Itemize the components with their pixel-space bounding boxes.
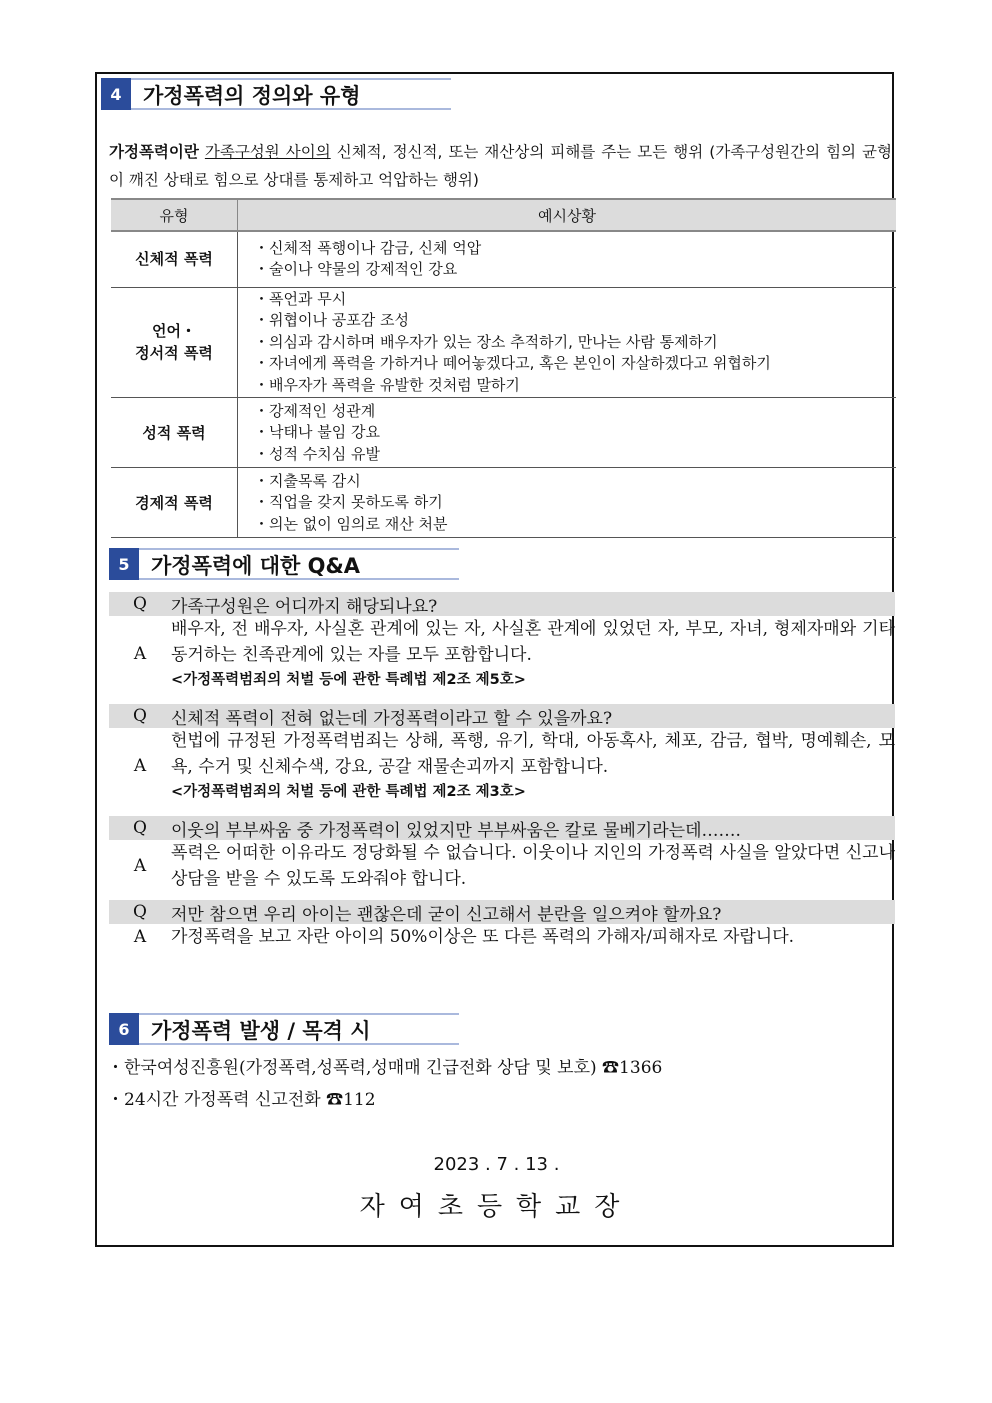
section-4-header <box>101 77 451 111</box>
a-label: A <box>133 644 147 664</box>
example-item: ・직업을 갖지 못하도록 하기 <box>254 493 443 512</box>
issue-date: 2023 . 7 . 13 . <box>433 1154 560 1175</box>
example-item: ・의심과 감시하며 배우자가 있는 장소 추적하기, 만나는 사람 통제하기 <box>254 332 718 351</box>
law-reference: <가정폭력범죄의 처벌 등에 관한 특례법 제2조 제5호> <box>171 672 526 688</box>
example-item: ・낙태나 불임 강요 <box>254 423 380 442</box>
qa-item <box>109 900 895 950</box>
example-item: ・폭언과 무시 <box>254 289 347 308</box>
example-item: ・성적 수치심 유발 <box>254 444 380 463</box>
a-label: A <box>133 927 147 947</box>
example-item: ・강제적인 성관계 <box>254 401 376 420</box>
answer-row <box>109 616 895 692</box>
qa-item <box>109 592 895 692</box>
examples-cell <box>238 231 897 287</box>
contact-hotline-1366: ・한국여성진흥원(가정폭력,성폭력,성매매 긴급전화 상담 및 보호) ☎1366 <box>107 1058 663 1078</box>
question-text: 이웃의 부부싸움 중 가정폭력이 있었지만 부부싸움은 칼로 물베기라는데……. <box>171 820 741 841</box>
q-label: Q <box>133 818 147 838</box>
definition-text: 신체적, 정신적, 또는 재산상의 피해를 주는 모든 행위 (가족구성원간의 힘의 균형이 깨진 상태로 힘으로 상대를 통제하고 억압하는 행위) <box>109 143 892 189</box>
qa-item <box>109 704 895 804</box>
definition-term: 가정폭력이란 <box>109 143 199 161</box>
example-item: ・지출목록 감시 <box>254 471 361 490</box>
question-row <box>109 592 895 616</box>
example-item: ・의논 없이 임의로 재산 처분 <box>254 514 448 533</box>
a-label: A <box>133 856 147 876</box>
contact-hotline-112: ・24시간 가정폭력 신고전화 ☎112 <box>107 1090 376 1110</box>
type-cell: 신체적 폭력 <box>111 231 238 287</box>
table-row <box>111 398 896 468</box>
question-row <box>109 900 895 924</box>
example-item: ・술이나 약물의 강제적인 강요 <box>254 260 458 279</box>
example-item: ・자녀에게 폭력을 가하거나 떼어놓겠다고, 혹은 본인이 자살하겠다고 위협하기 <box>254 354 771 373</box>
answer-row <box>109 924 895 950</box>
q-label: Q <box>133 706 147 726</box>
answer-text: 폭력은 어떠한 이유라도 정당화될 수 없습니다. 이웃이나 지인의 가정폭력 사실을 알았다면 신고나 상담을 받을 수 있도록 도와줘야 합니다. <box>171 843 895 889</box>
example-item: ・배우자가 폭력을 유발한 것처럼 말하기 <box>254 375 520 394</box>
a-label: A <box>133 756 147 776</box>
type-cell: 경제적 폭력 <box>111 468 238 538</box>
law-reference: <가정폭력범죄의 처벌 등에 관한 특례법 제2조 제3호> <box>171 784 526 800</box>
section-6-header <box>109 1012 459 1046</box>
table-header-type: 유형 <box>111 199 238 231</box>
question-row <box>109 816 895 840</box>
answer-row <box>109 840 895 892</box>
table-row <box>111 468 896 538</box>
table-row <box>111 231 896 287</box>
question-text: 가족구성원은 어디까지 해당되나요? <box>171 596 438 617</box>
section-number: 5 <box>109 548 139 580</box>
section-5-header <box>109 547 459 581</box>
table-row <box>111 287 896 398</box>
violence-types-table <box>111 198 896 538</box>
question-row <box>109 704 895 728</box>
question-text: 저만 참으면 우리 아이는 괜찮은데 굳이 신고해서 분란을 일으켜야 할까요? <box>171 904 722 925</box>
answer-text: 가정폭력을 보고 자란 아이의 50%이상은 또 다른 폭력의 가해자/피해자로 자랍니다. <box>171 927 795 947</box>
school-principal: 자여초등학교장 <box>359 1192 634 1222</box>
type-line: 정서적 폭력 <box>135 344 213 363</box>
type-cell <box>111 287 238 398</box>
table-header-examples: 예시상황 <box>238 199 897 231</box>
answer-text: 헌법에 규정된 가정폭력범죄는 상해, 폭행, 유기, 학대, 아동혹사, 체포, 감금, 협박, 명예훼손, 모욕, 수거 및 신체수색, 강요, 공갈 재물손괴까지 포함합니다. <box>171 731 895 777</box>
examples-cell <box>238 398 897 468</box>
examples-cell <box>238 287 897 398</box>
definition-paragraph <box>109 138 892 194</box>
type-line: 언어・ <box>152 322 196 341</box>
section-title: 가정폭력의 정의와 유형 <box>131 78 451 110</box>
section-number: 6 <box>109 1013 139 1045</box>
document-frame <box>95 72 894 1247</box>
qa-item <box>109 816 895 892</box>
answer-text: 배우자, 전 배우자, 사실혼 관계에 있는 자, 사실혼 관계에 있었던 자, 부모, 자녀, 형제자매와 기타 동거하는 친족관계에 있는 자를 모두 포함합니다. <box>171 619 895 665</box>
type-cell: 성적 폭력 <box>111 398 238 468</box>
table-header-row <box>111 199 896 231</box>
example-item: ・위협이나 공포감 조성 <box>254 311 409 330</box>
section-title: 가정폭력에 대한 Q&A <box>139 548 459 580</box>
definition-underline: 가족구성원 사이의 <box>204 143 331 161</box>
answer-row <box>109 728 895 804</box>
q-label: Q <box>133 594 147 614</box>
section-number: 4 <box>101 78 131 110</box>
section-title: 가정폭력 발생 / 목격 시 <box>139 1013 459 1045</box>
q-label: Q <box>133 902 147 922</box>
question-text: 신체적 폭력이 전혀 없는데 가정폭력이라고 할 수 있을까요? <box>171 708 613 729</box>
example-item: ・신체적 폭행이나 감금, 신체 억압 <box>254 238 482 257</box>
examples-cell <box>238 468 897 538</box>
